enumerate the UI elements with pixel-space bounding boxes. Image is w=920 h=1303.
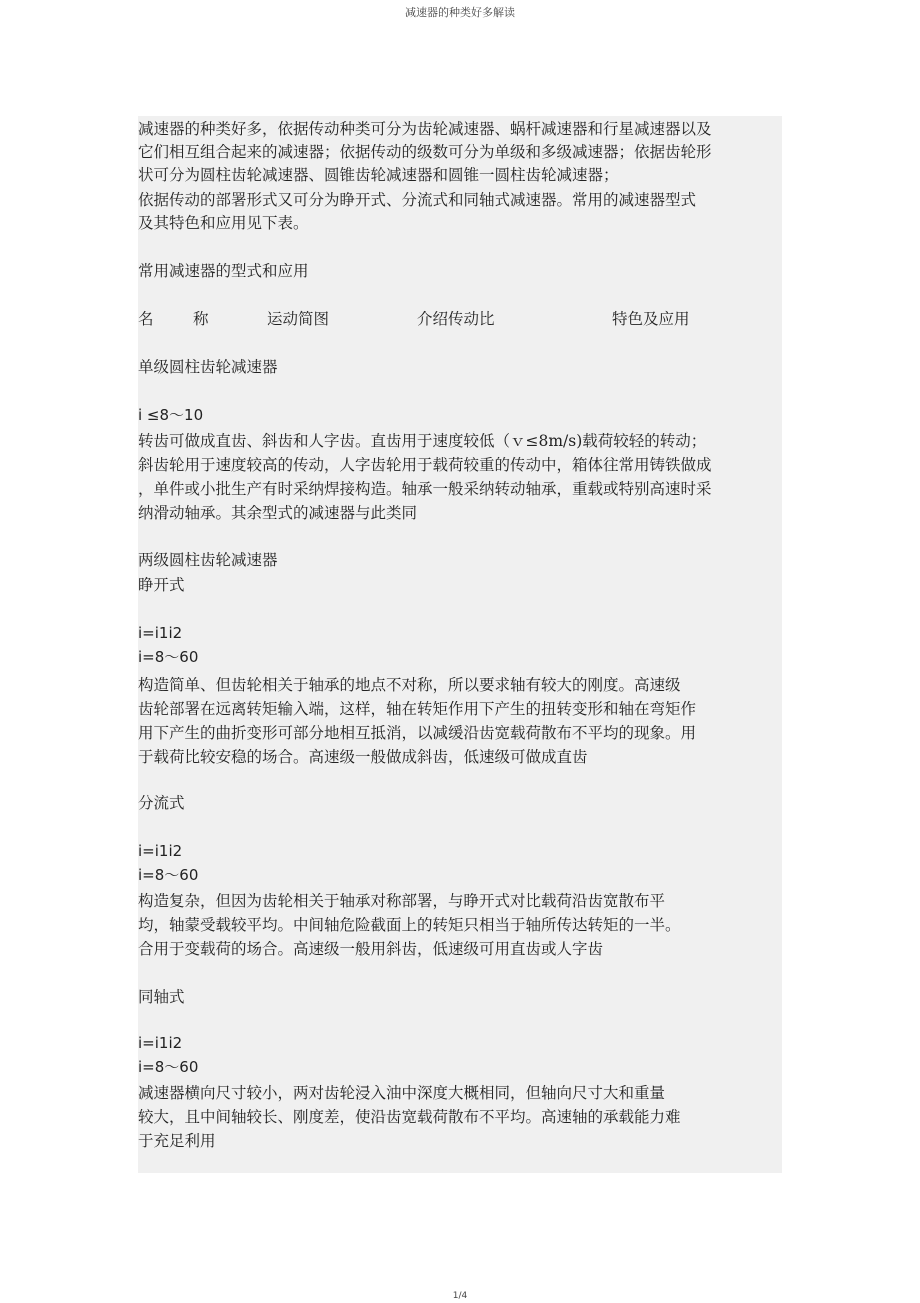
intro-line: 及其特色和应用见下表。 [138, 214, 309, 232]
subsection-title: 睁开式 [138, 576, 185, 594]
section-title: 单级圆柱齿轮减速器 [138, 358, 278, 376]
ratio-text: i ≤8～10 [138, 406, 204, 424]
description-line: 合用于变载荷的场合。高速级一般用斜齿，低速级可用直齿或人字齿 [138, 940, 604, 958]
description-line: 于载荷比较安稳的场合。高速级一般做成斜齿，低速级可做成直齿 [138, 748, 588, 766]
ratio-text: i=8～60 [138, 866, 199, 884]
description-line: ，单件或小批生产有时采纳焊接构造。轴承一般采纳转动轴承，重载或特别高速时采 [138, 480, 712, 498]
description-line: 用下产生的曲折变形可部分地相互抵消，以减缓沿齿宽载荷散布不平均的现象。用 [138, 724, 697, 742]
document-body [138, 116, 782, 1173]
ratio-text: i=i1i2 [138, 624, 183, 642]
description-line: 构造复杂，但因为齿轮相关于轴承对称部署，与睁开式对比载荷沿齿宽散布平 [138, 892, 666, 910]
description-line: 减速器横向尺寸较小，两对齿轮浸入油中深度大概相同，但轴向尺寸大和重量 [138, 1084, 666, 1102]
column-name-part2: 称 [193, 310, 209, 328]
intro-line: 它们相互组合起来的减速器；依据传动的级数可分为单级和多级减速器；依据齿轮形 [138, 143, 712, 161]
page-number: 1/4 [452, 1291, 468, 1301]
description-line: 构造简单、但齿轮相关于轴承的地点不对称，所以要求轴有较大的刚度。高速级 [138, 676, 681, 694]
ratio-text: i=i1i2 [138, 842, 183, 860]
column-features: 特色及应用 [612, 310, 690, 328]
column-ratio: 介绍传动比 [417, 310, 495, 328]
column-diagram: 运动简图 [267, 310, 330, 328]
page-header: 减速器的种类好多解读 [405, 6, 515, 19]
subsection-title: 分流式 [138, 794, 185, 812]
ratio-text: i=i1i2 [138, 1034, 183, 1052]
ratio-text: i=8～60 [138, 1058, 199, 1076]
intro-line: 状可分为圆柱齿轮减速器、圆锥齿轮减速器和圆锥一圆柱齿轮减速器； [138, 166, 619, 184]
ratio-text: i=8～60 [138, 648, 199, 666]
description-line: 纳滑动轴承。其余型式的减速器与此类同 [138, 504, 418, 522]
section-title: 两级圆柱齿轮减速器 [138, 551, 278, 569]
description-line: 均，轴蒙受载较平均。中间轴危险截面上的转矩只相当于轴所传达转矩的一半。 [138, 916, 681, 934]
intro-line: 依据传动的部署形式又可分为睁开式、分流式和同轴式减速器。常用的减速器型式 [138, 191, 697, 209]
table-header-row [138, 308, 738, 330]
description-line: 转齿可做成直齿、斜齿和人字齿。直齿用于速度较低（ｖ≤8m/s)载荷较轻的转动； [138, 432, 707, 450]
column-name-part1: 名 [138, 310, 154, 328]
description-line: 于充足利用 [138, 1132, 216, 1150]
description-line: 较大，且中间轴较长、刚度差，使沿齿宽载荷散布不平均。高速轴的承载能力难 [138, 1108, 681, 1126]
intro-line: 减速器的种类好多，依据传动种类可分为齿轮减速器、蜗杆减速器和行星减速器以及 [138, 120, 712, 138]
subsection-title: 同轴式 [138, 988, 185, 1006]
description-line: 齿轮部署在远离转矩输入端，这样，轴在转矩作用下产生的扭转变形和轴在弯矩作 [138, 700, 697, 718]
description-line: 斜齿轮用于速度较高的传动，人字齿轮用于载荷较重的传动中，箱体往常用铸铁做成 [138, 456, 712, 474]
table-title: 常用减速器的型式和应用 [138, 262, 309, 280]
